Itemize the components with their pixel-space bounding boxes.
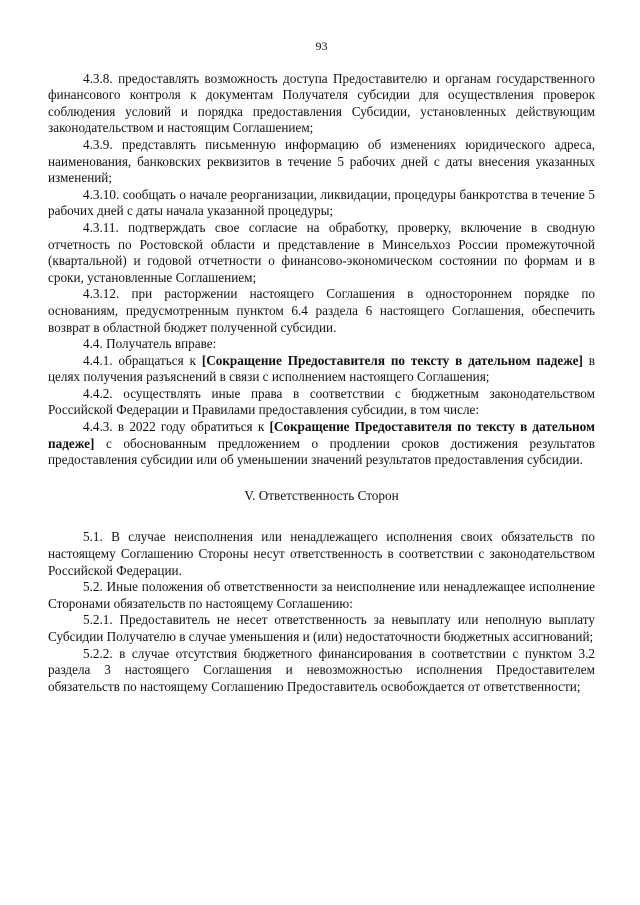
clause-4-3-11: 4.3.11. подтверждать свое согласие на обработку, проверку, включение в сводную отчетность по Ростовской области и представление в Минсельхоз России промежуточной (квартальной) и годовой отчетности о финансово-экономическом состоянии по формам и в сроки, установленные Соглашением;: [48, 219, 595, 285]
clause-4-4-3-rest: с обоснованным предложением о продлении сроков достижения результатов предоставления субсидии или об уменьшении значений результатов предоставления субсидии.: [48, 435, 595, 468]
clause-5-2-1: 5.2.1. Предоставитель не несет ответственность за невыплату или неполную выплату Субсидии Получателю в случае уменьшения и (или) недостаточности бюджетных ассигнований;: [48, 612, 595, 644]
section-title: V. Ответственность Сторон: [244, 487, 399, 503]
placeholder-provider-dative: [Сокращение Предоставителя по тексту в дательном падеже]: [201, 352, 583, 368]
clause-4-3-9: 4.3.9. представлять письменную информацию об изменениях юридического адреса, наименования, банковских реквизитов в течение 5 рабочих дней с даты внесения указанных изменений;: [48, 136, 595, 186]
clause-4-4-1-rest: в целях получения разъяснений в связи с исполнением настоящего Соглашения;: [48, 352, 595, 385]
document-page: [48, 38, 595, 695]
clause-4-4-2: 4.4.2. осуществлять иные права в соответствии с бюджетным законодательством Российской Федерации и Правилами предоставления субсидии, в том числе:: [48, 385, 595, 418]
clause-4-3-10: 4.3.10. сообщать о начале реорганизации, ликвидации, процедуры банкротства в течение 5 рабочих дней с даты начала указанной процедуры;: [48, 186, 595, 219]
clause-5-2-2: 5.2.2. в случае отсутствия бюджетного финансирования в соответствии с пунктом 3.2 раздела 3 настоящего Соглашения и невозможностью исполнения Предоставителем обязательств по настоящему Соглашению Предоставитель освобождается от ответственности;: [48, 645, 595, 694]
clause-4-4: 4.4. Получатель вправе:: [83, 336, 217, 352]
clause-4-4-1: [48, 353, 595, 386]
page-number: 93: [315, 39, 328, 53]
clause-4-4-3-lead: 4.4.3. в 2022 году обратиться к: [83, 419, 270, 435]
clause-4-4-1-lead: 4.4.1. обращаться к: [83, 352, 202, 368]
clause-4-3-8: 4.3.8. предоставлять возможность доступа Предоставителю и органам государственного финансового контроля к документам Получателя субсидии для осуществления проверок соблюдения условий и порядка предоставления Субсидии, установленных действующим законодательством и настоящим Соглашением;: [48, 70, 595, 136]
clause-4-4-3: [48, 419, 595, 469]
placeholder-provider-dative: [Сокращение Предоставителя по тексту в дательном падеже]: [48, 419, 595, 451]
clause-4-3-12: 4.3.12. при расторжении настоящего Соглашения в одностороннем порядке по основаниям, предусмотренным пунктом 6.4 раздела 6 настоящего Соглашения, обеспечить возврат в областной бюджет полученной субсидии.: [48, 286, 595, 335]
clause-5-1: 5.1. В случае неисполнения или ненадлежащего исполнения своих обязательств по настоящему Соглашению Стороны несут ответственность в соответствии с законодательством Российской Федерации.: [48, 529, 595, 578]
clause-5-2: 5.2. Иные положения об ответственности за неисполнение или ненадлежащее исполнение Сторонами обязательств по настоящему Соглашению:: [48, 579, 595, 611]
